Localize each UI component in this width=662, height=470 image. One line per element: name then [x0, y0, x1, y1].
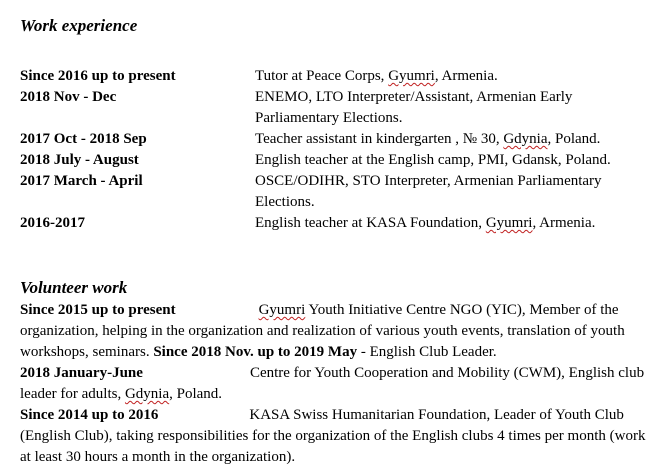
volunteer-entry — [20, 363, 646, 405]
volunteer-entry-subdate: Since 2018 Nov. up to 2019 May — [153, 344, 358, 360]
work-entry-description: English teacher at the English camp, PMI, Gdansk, Poland. — [255, 152, 611, 168]
work-entry-description: ENEMO, LTO Interpreter/Assistant, Armenian Early Parliamentary Elections. — [255, 89, 573, 126]
work-experience-heading: Work experience — [20, 16, 138, 35]
work-entry — [20, 150, 648, 171]
work-entry-place: Gyumri — [388, 68, 435, 84]
volunteer-work-heading: Volunteer work — [20, 278, 128, 297]
work-entry — [20, 213, 648, 234]
volunteer-entry — [20, 300, 646, 363]
work-entry-date: 2018 July - August — [20, 152, 139, 168]
work-experience-list — [20, 66, 648, 234]
volunteer-entry-text: Youth Initiative Centre NGO (YIC), Member of the organization, helping in the organization and realization of various youth events, translation of youth workshops, seminars. — [20, 302, 625, 360]
work-entry-date: 2017 March - April — [20, 173, 143, 189]
volunteer-entry — [20, 405, 646, 468]
work-entry-text: , Poland. — [547, 131, 601, 147]
work-entry-place: Gyumri — [485, 215, 533, 231]
work-entry-date: 2017 Oct - 2018 Sep — [20, 131, 147, 147]
work-entry — [20, 171, 648, 213]
volunteer-work-list — [20, 300, 646, 468]
work-entry-text: Tutor at Peace Corps, — [255, 68, 389, 84]
work-entry-date: 2016-2017 — [20, 215, 85, 231]
work-entry-text: Teacher assistant in kindergarten , № 30, — [255, 131, 504, 147]
volunteer-entry-date: Since 2015 up to present — [20, 302, 176, 318]
volunteer-entry-place: Gyumri — [258, 302, 306, 318]
work-entry-description — [255, 66, 647, 87]
work-entry-date: 2018 Nov - Dec — [20, 89, 117, 105]
work-entry-text: , Armenia. — [532, 215, 596, 231]
volunteer-entry-text: - English Club Leader. — [357, 344, 497, 360]
volunteer-entry-date: Since 2014 up to 2016 — [20, 407, 159, 423]
volunteer-entry-text: , Poland. — [169, 386, 223, 402]
work-entry — [20, 66, 648, 87]
volunteer-entry-place: Gdynia — [124, 386, 170, 402]
work-entry-text: , Armenia. — [434, 68, 498, 84]
work-entry-date: Since 2016 up to present — [20, 68, 176, 84]
volunteer-entry-date: 2018 January-June — [20, 365, 143, 381]
work-entry — [20, 87, 648, 129]
work-entry-text: English teacher at KASA Foundation, — [255, 215, 486, 231]
work-entry-description — [255, 213, 647, 234]
volunteer-entry-text: KASA Swiss Humanitarian Foundation, Leader of Youth Club (English Club), taking responsibilities for the organization of the English clubs 4 times per month (work at least 30 hours a month in the organization). — [20, 407, 646, 465]
work-entry-description — [255, 129, 647, 150]
volunteer-entry-text: Centre for Youth Cooperation and Mobility (CWM), English club leader for adults, — [20, 365, 645, 402]
work-entry-description: OSCE/ODIHR, STO Interpreter, Armenian Parliamentary Elections. — [255, 173, 602, 210]
work-entry — [20, 129, 648, 150]
work-entry-place: Gdynia — [503, 131, 548, 147]
